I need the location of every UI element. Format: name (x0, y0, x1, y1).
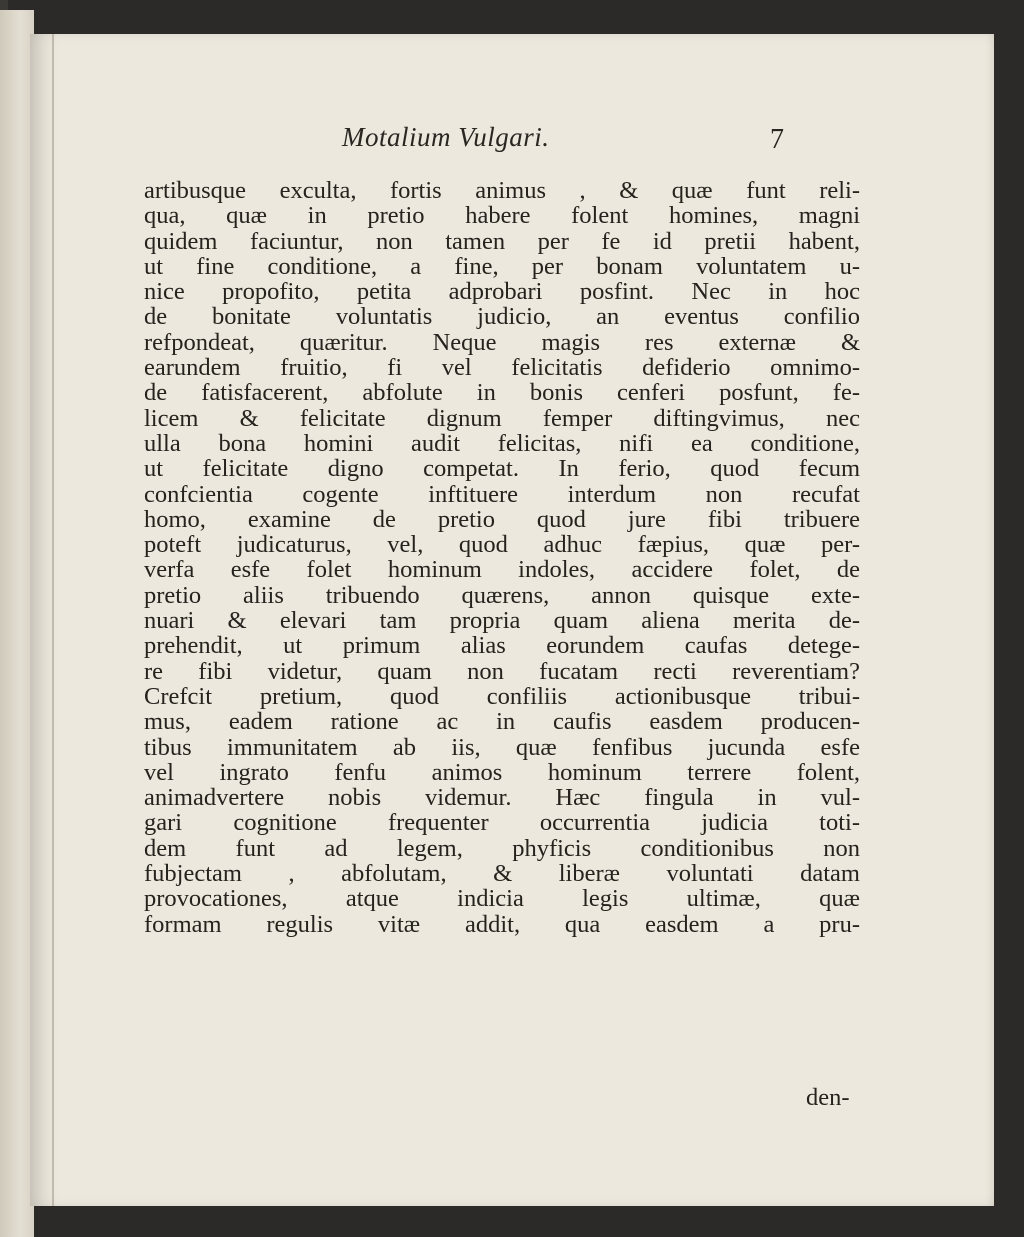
text-line: quidem faciuntur, non tamen per fe id pretii habent, (144, 227, 860, 255)
gutter-fold (52, 34, 54, 1206)
text-line: animadvertere nobis videmur. Hæc fingula in vul- (144, 784, 860, 812)
text-line: dem funt ad legem, phyficis conditionibus non (144, 834, 860, 862)
text-line: nice propofito, petita adprobari posfint. Nec in hoc (144, 278, 860, 306)
text-line: licem & felicitate dignum femper diftingvimus, nec (144, 404, 860, 432)
catchword: den- (806, 1084, 850, 1111)
page-header (30, 122, 994, 162)
facing-page-margin (0, 10, 34, 1237)
text-line: re fibi videtur, quam non fucatam recti reverentiam? (144, 657, 860, 685)
text-line: pretio aliis tribuendo quærens, annon quisque exte- (144, 581, 860, 609)
text-line: ut felicitate digno competat. In ferio, quod fecum (144, 455, 860, 483)
text-line: homo, examine de pretio quod jure fibi tribuere (144, 505, 860, 533)
text-line: gari cognitione frequenter occurrentia judicia toti- (144, 809, 860, 837)
text-line: Crefcit pretium, quod confiliis actionibusque tribui- (144, 682, 860, 710)
running-head: Motalium Vulgari. (342, 122, 550, 152)
text-line: formam regulis vitæ addit, qua easdem a pru- (144, 910, 860, 938)
text-line: ut fine conditione, a fine, per bonam voluntatem u- (144, 252, 860, 280)
text-line: prehendit, ut primum alias eorundem caufas detege- (144, 632, 860, 660)
text-line: vel ingrato fenfu animos hominum terrere folent, (144, 758, 860, 786)
text-line: fubjectam , abfolutam, & liberæ voluntati datam (144, 860, 860, 888)
body-text (144, 178, 860, 937)
text-line: artibusque exculta, fortis animus , & quæ funt reli- (144, 177, 860, 204)
text-line: qua, quæ in pretio habere folent homines, magni (144, 202, 860, 230)
text-line: refpondeat, quæritur. Neque magis res externæ & (144, 328, 860, 356)
text-line: mus, eadem ratione ac in caufis easdem producen- (144, 708, 860, 736)
text-line: nuari & elevari tam propria quam aliena merita de- (144, 607, 860, 635)
text-line: ulla bona homini audit felicitas, nifi ea conditione, (144, 429, 860, 457)
text-line: de bonitate voluntatis judicio, an eventus confilio (144, 303, 860, 331)
text-line: provocationes, atque indicia legis ultimæ, quæ (144, 885, 860, 913)
text-line: poteft judicaturus, vel, quod adhuc fæpius, quæ per- (144, 531, 860, 559)
book-page (30, 34, 994, 1206)
text-line: verfa esfe folet hominum indoles, accidere folet, de (144, 556, 860, 584)
text-line: tibus immunitatem ab iis, quæ fenfibus jucunda esfe (144, 733, 860, 761)
text-line: confcientia cogente inftituere interdum non recufat (144, 480, 860, 508)
text-line: earundem fruitio, fi vel felicitatis defiderio omnimo- (144, 354, 860, 382)
text-line: de fatisfacerent, abfolute in bonis cenferi posfunt, fe- (144, 379, 860, 407)
page-number: 7 (770, 124, 784, 155)
